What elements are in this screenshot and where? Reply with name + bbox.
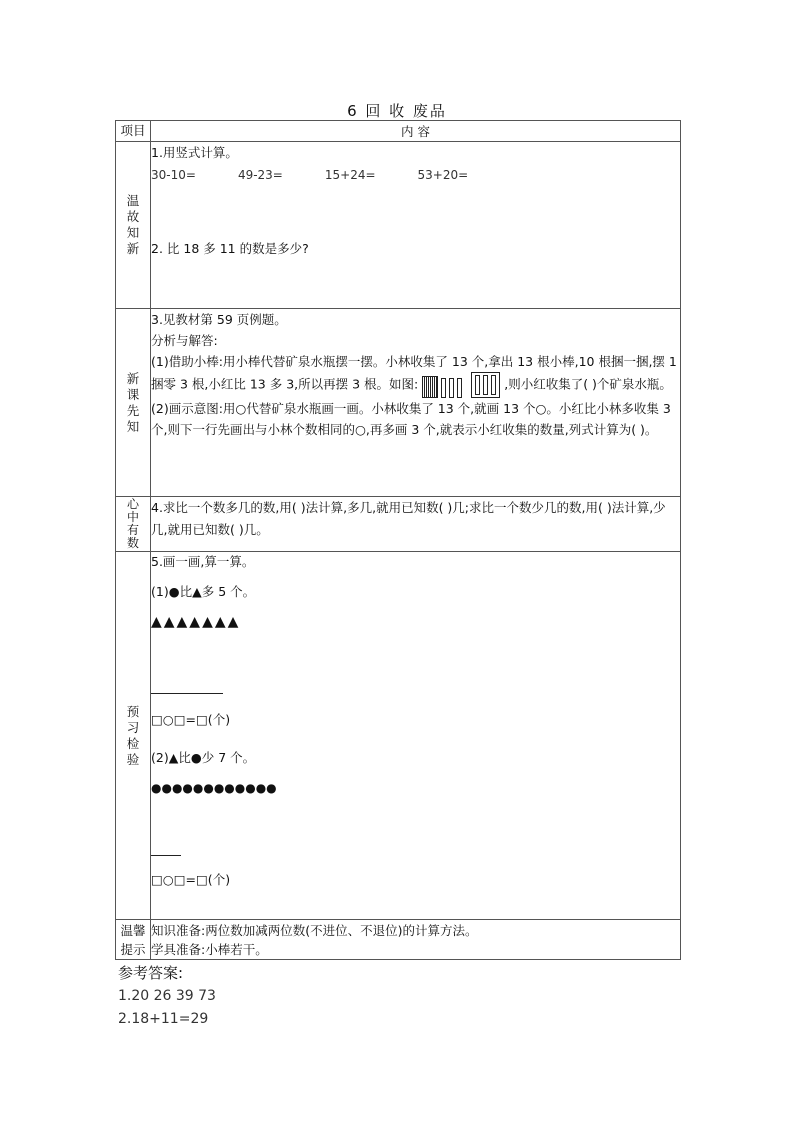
part-1-text: (1)借助小棒:用小棒代替矿泉水瓶摆一摆。小林收集了 13 个,拿出 13 根小棒,10 根捆一捆,摆 1 捆零 3 根,小红比 13 多 3,所以再摆 3 根。如图: [151, 354, 677, 392]
section-yuxi [116, 552, 681, 920]
tip-1: 知识准备:两位数加减两位数(不进位、不退位)的计算方法。 [151, 923, 478, 938]
stick-bundle-icon [422, 376, 438, 398]
reference-answers [118, 962, 216, 1031]
stick-icon [441, 378, 446, 398]
label-yuxi: 预 习 检 验 [126, 703, 140, 767]
label-xinzhong: 心 中 有 数 [126, 497, 139, 550]
part-1-result: ,则小红收集了( )个矿泉水瓶。 [504, 376, 672, 392]
label-wenxin: 温馨 提示 [120, 922, 146, 957]
formula-1: □○□=□(个) [151, 712, 231, 727]
equation-list [151, 164, 680, 186]
answers-heading: 参考答案: [118, 964, 184, 982]
answer-2: 2.18+11=29 [118, 1011, 209, 1027]
worksheet-table [115, 120, 681, 960]
analysis-heading: 分析与解答: [151, 333, 218, 348]
question-1: 1.用竖式计算。 [151, 145, 238, 160]
equation: 49-23= [237, 168, 283, 182]
label-wengu: 温 故 知 新 [126, 193, 140, 256]
section-xinzhong [116, 497, 681, 552]
tip-2: 学具准备:小棒若干。 [151, 942, 268, 957]
table-header [116, 121, 681, 142]
stick-icon [457, 378, 462, 398]
part-1 [151, 351, 680, 398]
part-2: (2)画示意图:用○代替矿泉水瓶画一画。小林收集了 13 个,就画 13 个○。小红比小林多收集 3 个,则下一行先画出与小林个数相同的○,再多画 3 个,就表示小红收集的数量,列式计算为( )。 [151, 401, 671, 437]
section-xinke [116, 309, 681, 497]
stick-icon [449, 378, 454, 398]
equation: 30-10= [151, 168, 196, 182]
question-3: 3.见教材第 59 页例题。 [151, 312, 287, 327]
question-4: 4.求比一个数多几的数,用( )法计算,多几,就用已知数( )几;求比一个数少几的数,用( )法计算,少几,就用已知数( )几。 [151, 500, 666, 537]
section-wenxin [116, 920, 681, 960]
section-label [116, 142, 151, 309]
sticks-figure [422, 372, 500, 398]
label-xinke: 新 课 先 知 [126, 370, 140, 434]
equation: 53+20= [417, 168, 469, 182]
header-content: 内 容 [151, 121, 681, 142]
answer-line [151, 693, 223, 694]
dots-row: ●●●●●●●●●●●● [151, 781, 277, 795]
equation: 15+24= [324, 168, 376, 182]
question-5: 5.画一画,算一算。 [151, 554, 255, 569]
formula-2: □○□=□(个) [151, 872, 231, 887]
extra-sticks-box [471, 372, 500, 398]
stick-icon [483, 375, 488, 395]
answer-1: 1.20 26 39 73 [118, 988, 216, 1004]
answer-line [151, 855, 181, 856]
header-item: 项目 [116, 121, 151, 142]
page-title: 6 回 收 废品 [347, 102, 447, 120]
section-wengu [116, 142, 681, 309]
sub-question-1: (1)●比▲多 5 个。 [151, 584, 256, 599]
question-2: 2. 比 18 多 11 的数是多少? [151, 241, 309, 256]
triangles-row: ▲▲▲▲▲▲▲ [151, 614, 241, 630]
sub-question-2: (2)▲比●少 7 个。 [151, 750, 256, 765]
stick-icon [475, 375, 480, 395]
stick-icon [491, 375, 496, 395]
